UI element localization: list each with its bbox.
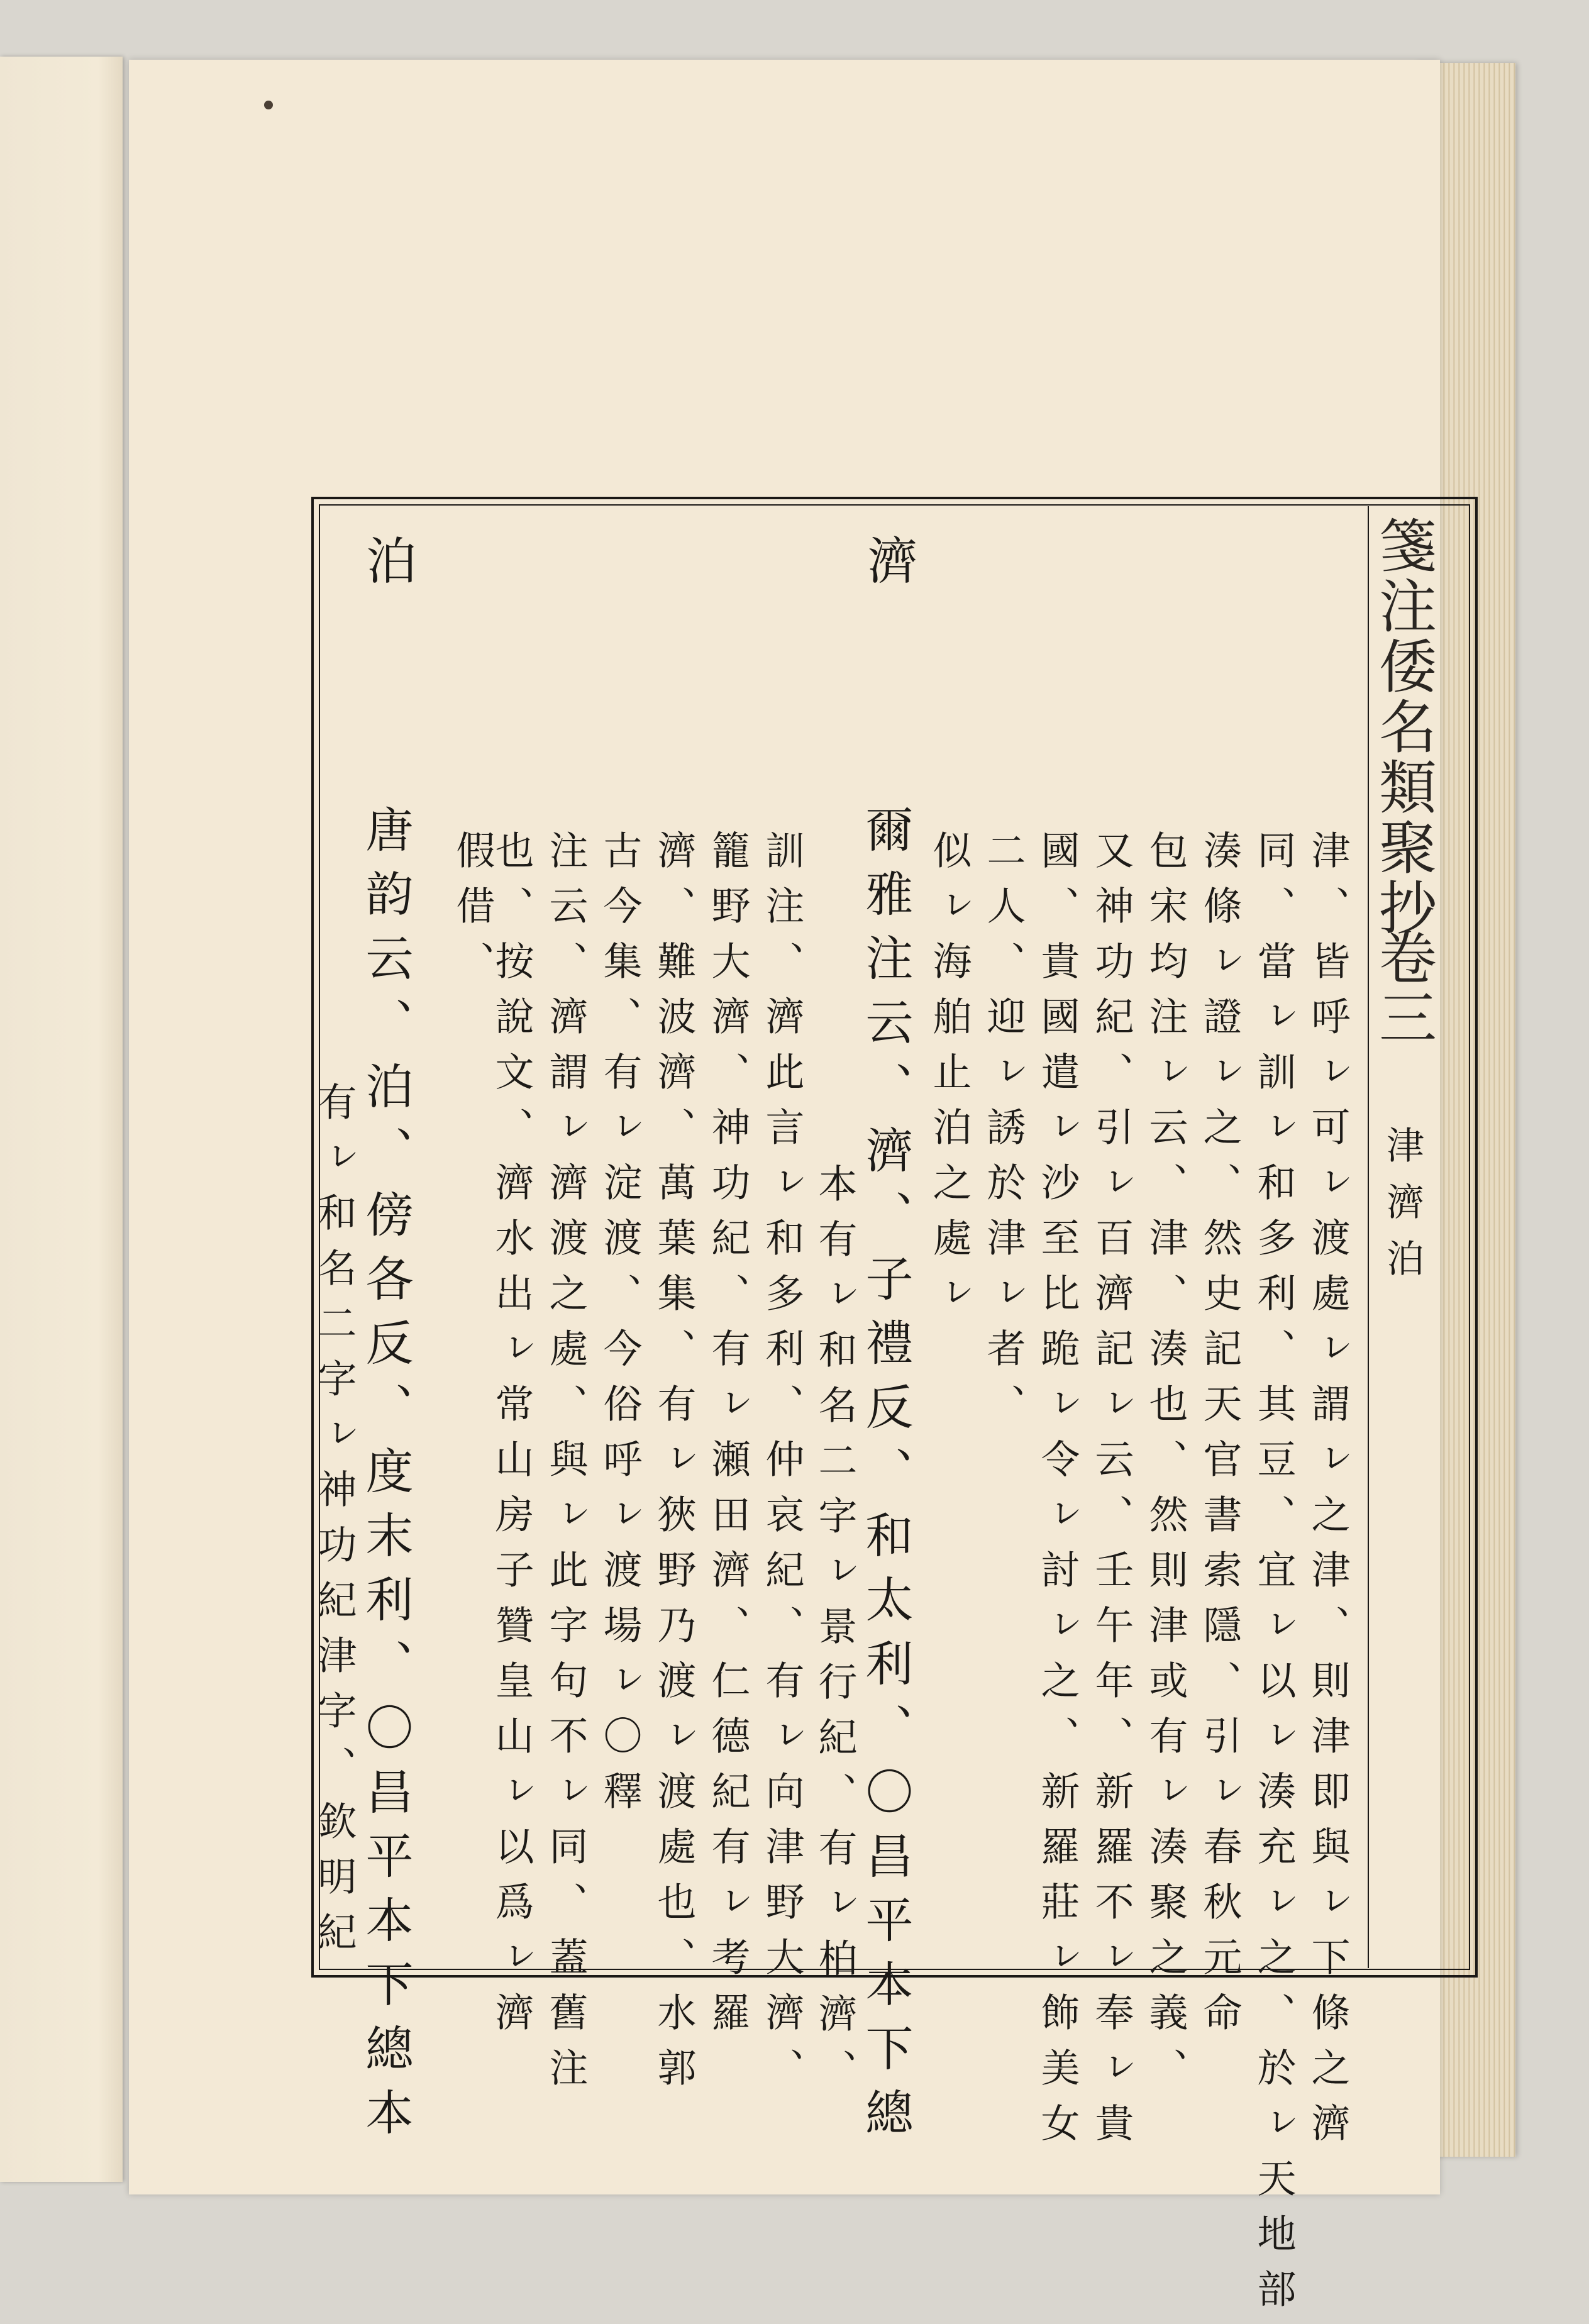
text-column: 湊條ㇾ證ㇾ之、然史記天官書索隱、引ㇾ春秋元命 — [1197, 830, 1243, 2047]
spine-book-title: 箋注倭名類聚抄 — [1370, 516, 1437, 938]
text-column: 同、當ㇾ訓ㇾ和多利、其豆、宜ㇾ以ㇾ湊充ㇾ之、於ㇾ天地部 — [1251, 830, 1297, 2324]
text-column: 又神功紀、引ㇾ百濟記ㇾ云、壬午年、新羅不ㇾ奉ㇾ貴 — [1088, 830, 1134, 2158]
text-column: 二人、迎ㇾ誘於津ㇾ者、 — [980, 830, 1026, 1439]
text-column: 籠野大濟、神功紀、有ㇾ瀬田濟、仁德紀有ㇾ考羅 — [705, 830, 751, 2047]
spine-section-label: 津濟泊 — [1380, 1126, 1424, 1295]
text-column: 包宋均注ㇾ云、津、湊也、然則津或有ㇾ湊聚之義、 — [1143, 830, 1188, 2103]
headword-ji: 濟 — [859, 534, 917, 585]
text-column: 注云、濟謂ㇾ濟渡之處、與ㇾ此字句不ㇾ同、蓋舊注 — [543, 830, 589, 2103]
text-column: 有ㇾ和名二字ㇾ神功紀津字、欽明紀 — [311, 1082, 357, 1967]
text-column-heading: 唐韵云、泊、傍各反、度末利、〇昌平本下總本 — [358, 805, 414, 2152]
text-column: 訓注、濟此言ㇾ和多利、仲哀紀、有ㇾ向津野大濟、 — [759, 830, 805, 2103]
text-column: 濟、難波濟、萬葉集、有ㇾ狹野乃渡ㇾ渡處也、水郭 — [651, 830, 697, 2103]
text-column: 假借、 — [450, 830, 496, 996]
headword-haku: 泊 — [358, 534, 416, 585]
text-column: 本有ㇾ和名二字ㇾ景行紀、有ㇾ柏濟、 — [812, 1163, 858, 2104]
spine-volume: 卷三 — [1370, 927, 1437, 1048]
text-column: 古今集、有ㇾ淀渡、今俗呼ㇾ渡場ㇾ〇釋 — [597, 830, 643, 1826]
text-column: 津、皆呼ㇾ可ㇾ渡處ㇾ謂ㇾ之津、則津即與ㇾ下條之濟 — [1305, 830, 1351, 2158]
text-column: 國、貴國遣ㇾ沙至比跪ㇾ令ㇾ討ㇾ之、新羅莊ㇾ飾美女 — [1034, 830, 1080, 2158]
text-column: 也、按說文、濟水出ㇾ常山房子贊皇山ㇾ以爲ㇾ濟 — [489, 830, 534, 2047]
spine-rule — [1368, 506, 1369, 1968]
text-column-heading: 爾雅注云、濟、子禮反、和太利、〇昌平本下總 — [858, 805, 914, 2152]
left-page-edge — [0, 57, 123, 2182]
text-column: 似ㇾ海舶止泊之處ㇾ — [926, 830, 972, 1328]
ink-spot — [264, 101, 273, 109]
